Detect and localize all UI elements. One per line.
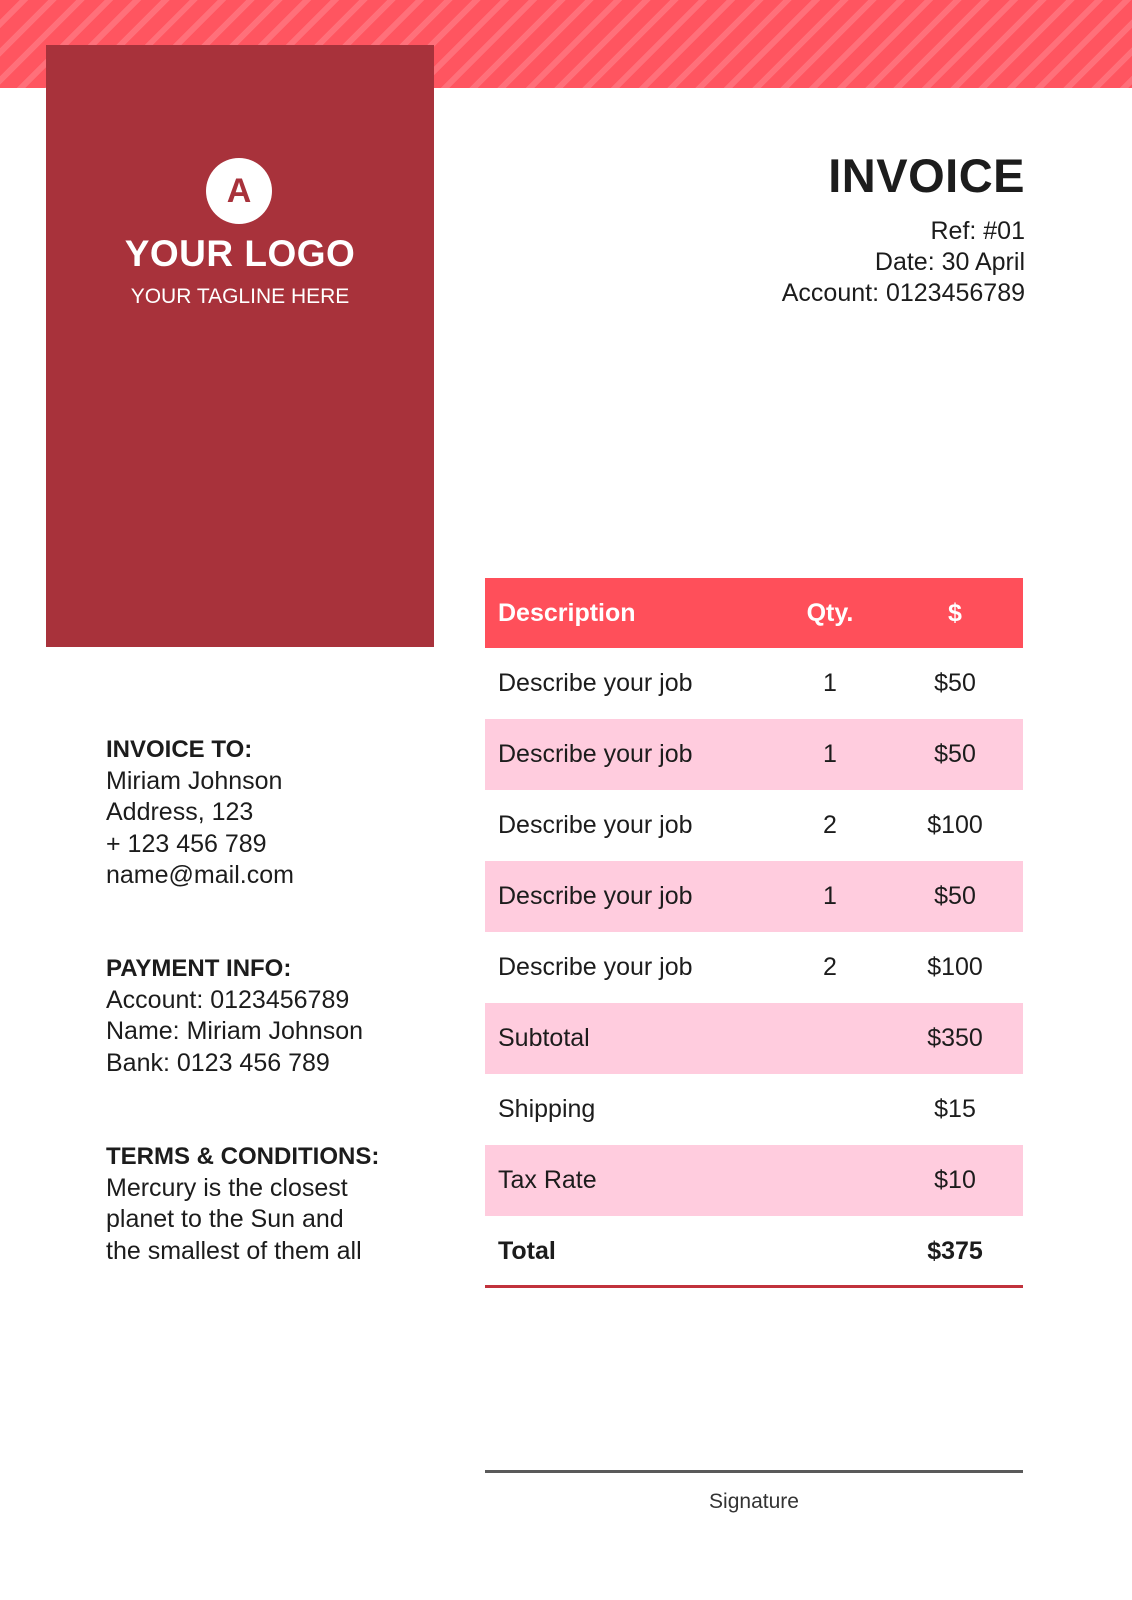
terms-line: Mercury is the closest [106,1173,348,1202]
logo-name: YOUR LOGO [124,233,356,274]
payment-name: Name: Miriam Johnson [106,1017,364,1045]
tax-label: Tax Rate [498,1166,597,1194]
invoice-account: Account: 0123456789 [781,279,1025,307]
header-qty: Qty. [806,599,854,627]
client-email: name@mail.com [106,861,294,889]
signature-line [485,1470,1023,1473]
table-row [485,648,1023,719]
signature-label: Signature [709,1490,799,1513]
item-amount: $50 [934,669,976,697]
logo-panel [46,45,434,647]
invoice-title: INVOICE [828,149,1025,202]
subtotal-label: Subtotal [498,1024,590,1052]
payment-info-heading: PAYMENT INFO: [106,955,292,982]
tax-row [485,1145,1023,1216]
header-amount: $ [948,599,962,627]
payment-info-section [106,953,363,1079]
item-amount: $50 [934,740,976,768]
logo-mark: A [206,158,272,224]
tax-amount: $10 [934,1166,976,1194]
client-phone: + 123 456 789 [106,829,267,858]
terms-line: planet to the Sun and [106,1205,344,1233]
table-row [485,790,1023,861]
item-qty: 1 [823,740,837,768]
subtotal-amount: $350 [927,1024,983,1052]
invoice-to-section [106,734,294,892]
total-amount: $375 [927,1237,983,1265]
item-description: Describe your job [498,740,693,768]
subtotal-row [485,1003,1023,1074]
item-amount: $100 [927,811,983,839]
header-description: Description [498,599,636,627]
item-description: Describe your job [498,882,693,910]
total-row [485,1216,1023,1288]
payment-bank: Bank: 0123 456 789 [106,1048,330,1077]
table-row [485,932,1023,1003]
client-address: Address, 123 [106,798,254,826]
invoice-date: Date: 30 April [874,248,1025,276]
item-description: Describe your job [498,811,693,839]
item-amount: $100 [927,953,983,981]
client-name: Miriam Johnson [106,766,283,795]
item-qty: 1 [823,669,837,697]
item-description: Describe your job [498,953,693,981]
terms-heading: TERMS & CONDITIONS: [106,1143,380,1170]
shipping-row [485,1074,1023,1145]
invoice-to-heading: INVOICE TO: [106,736,253,763]
item-description: Describe your job [498,669,693,697]
table-row [485,861,1023,932]
shipping-label: Shipping [498,1095,596,1123]
invoice-meta [782,216,1025,309]
table-row [485,719,1023,790]
invoice-ref: Ref: #01 [930,217,1025,245]
item-amount: $50 [934,882,976,910]
shipping-amount: $15 [934,1095,976,1123]
invoice-table [485,578,1023,1288]
item-qty: 2 [823,811,837,839]
logo-tagline: YOUR TAGLINE HERE [130,285,350,308]
payment-account: Account: 0123456789 [106,985,350,1014]
terms-section [106,1141,379,1267]
item-qty: 2 [823,953,837,981]
item-qty: 1 [823,882,837,910]
terms-line: the smallest of them all [106,1236,362,1265]
table-header-row [485,578,1023,648]
total-label: Total [498,1237,556,1265]
